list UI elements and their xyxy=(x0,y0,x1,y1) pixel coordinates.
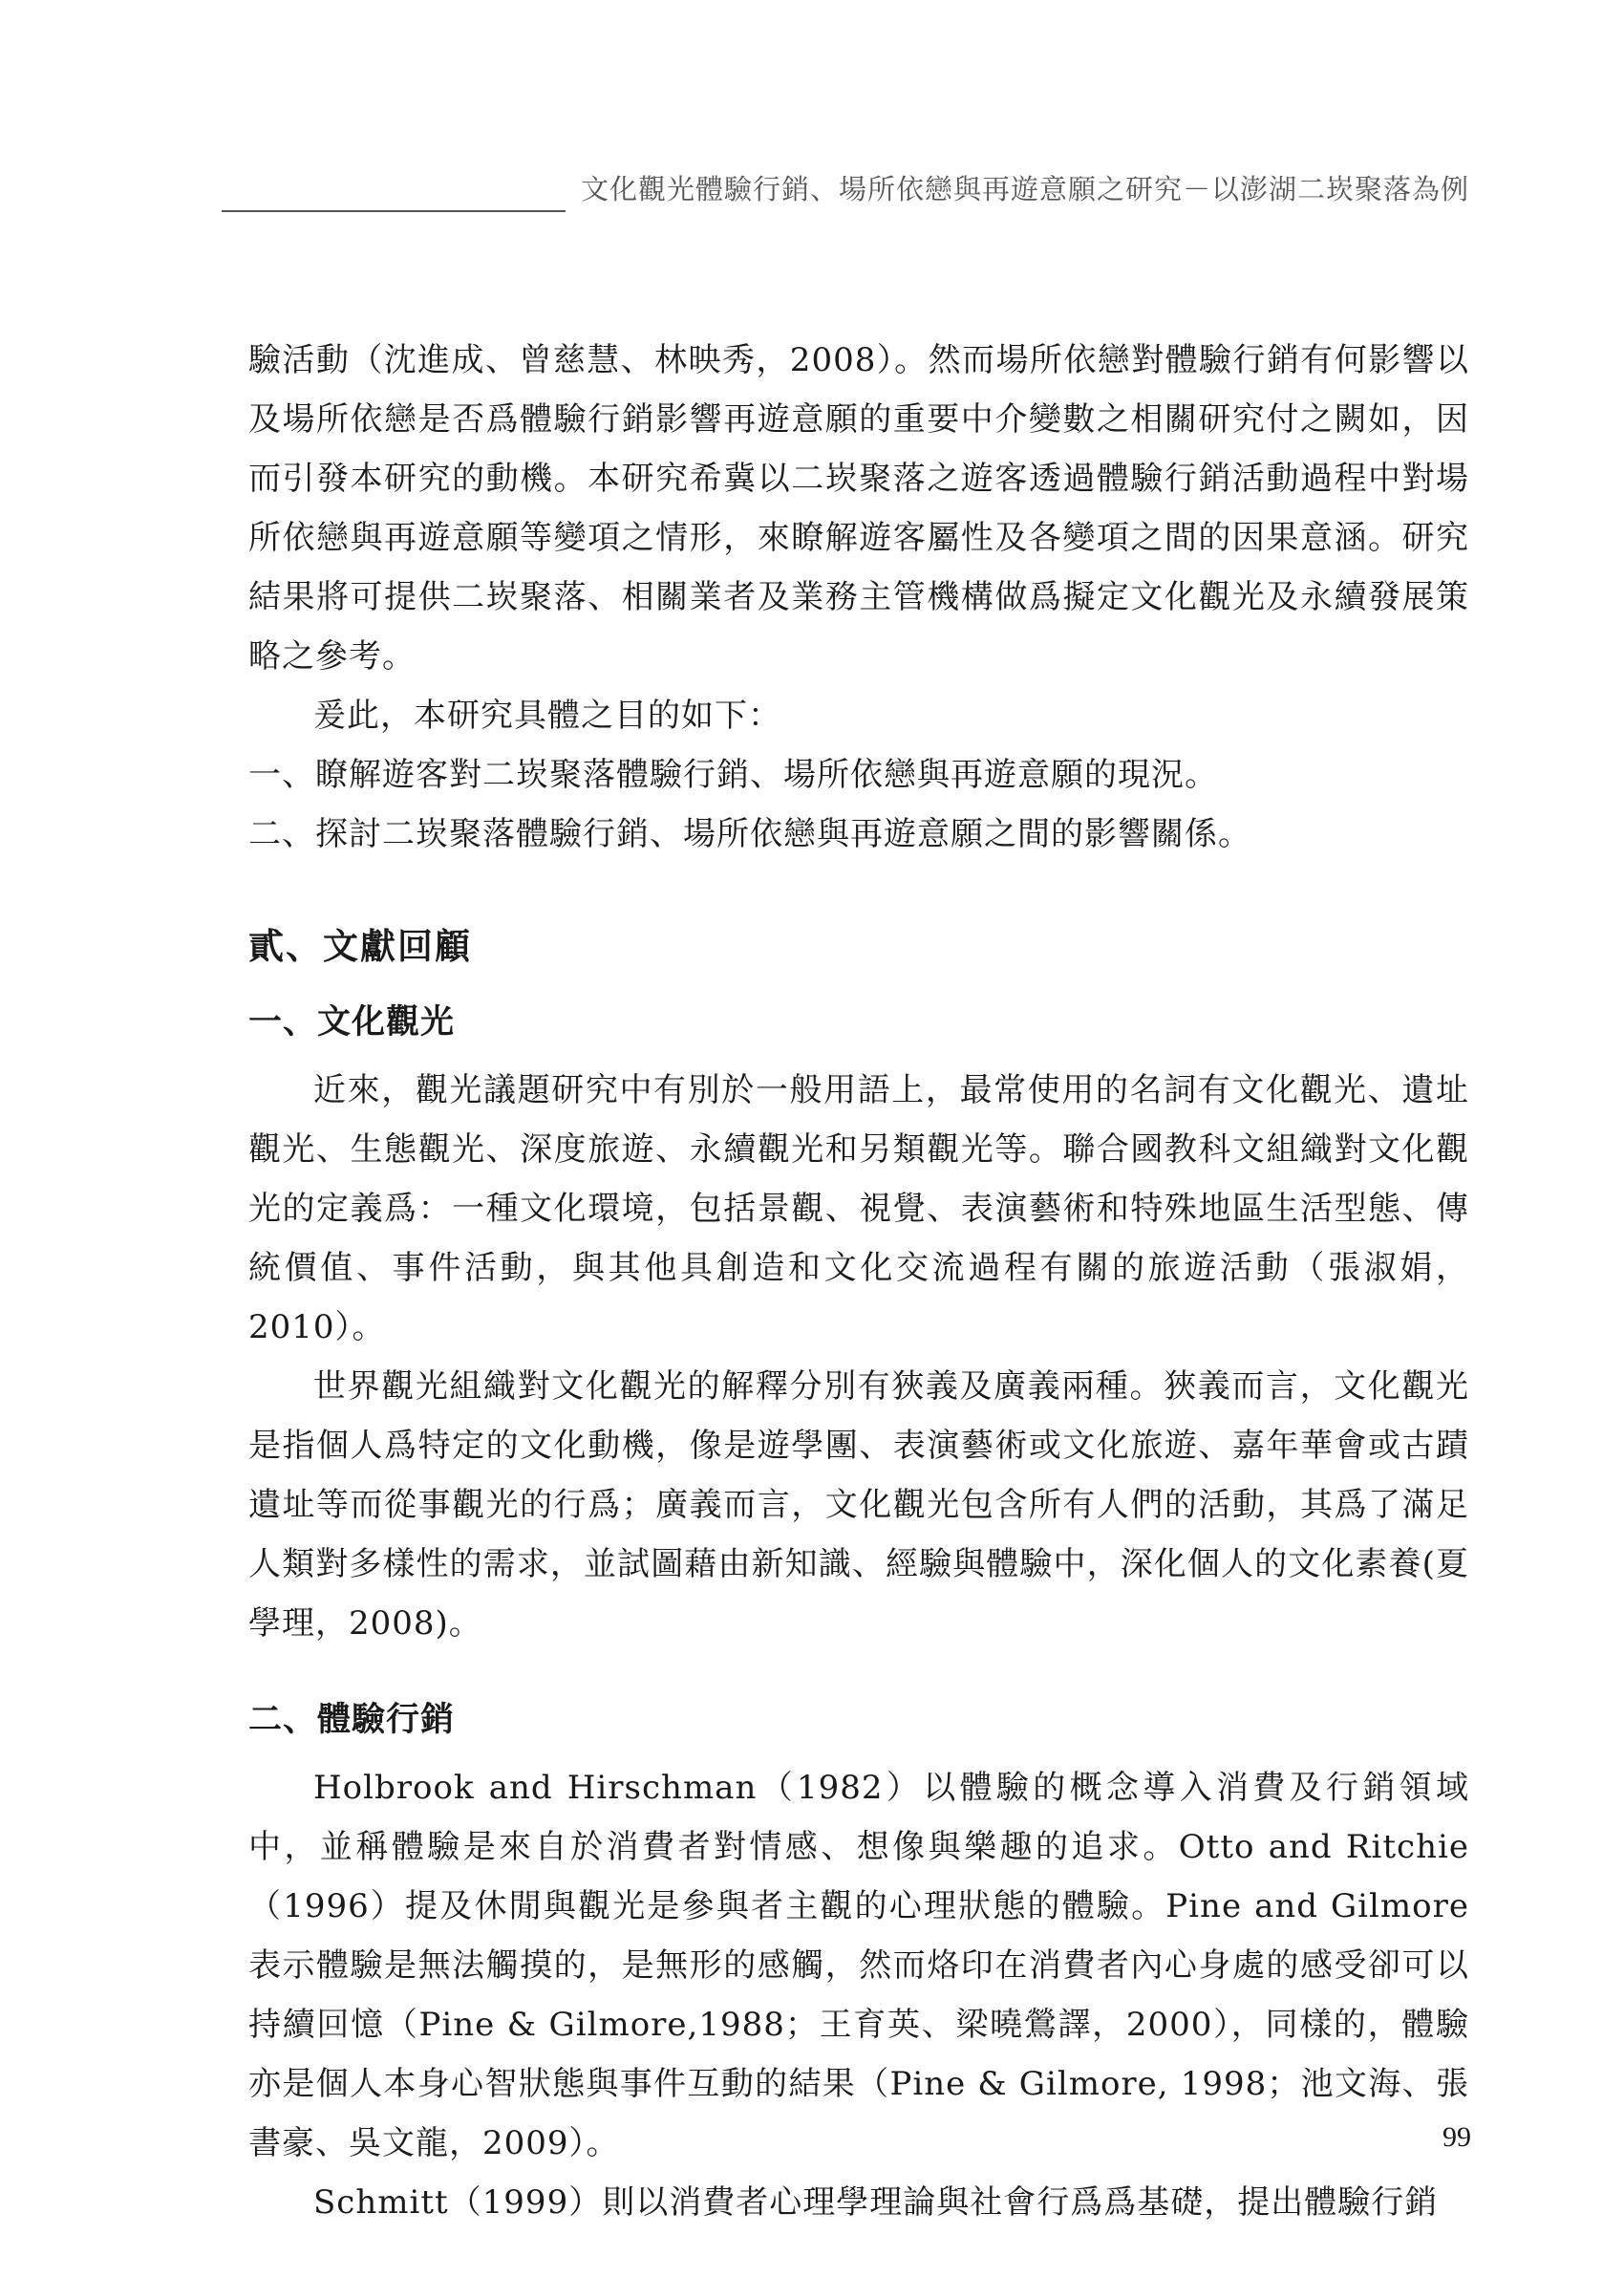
body-paragraph: Holbrook and Hirschman（1982）以體驗的概念導入消費及行銷領域中，並稱體驗是來自於消費者對情感、想像與樂趣的追求。Otto and Ritchie（1996）提及休閒與觀光是參與者主觀的心理狀態的體驗。Pine and Gilmore 表示體驗是無法觸摸的，是無形的感觸，然而烙印在消費者內心身處的感受卻可以持續回憶（Pine & Gilmore,1988；王育英、梁曉鶯譯，2000），同樣的，體驗亦是個人本身心智狀態與事件互動的結果（Pine & Gilmore, 1998；池文海、張書豪、吳文龍，2009）。 xyxy=(248,1769,1469,2162)
section-title: 貳、文獻回顧 xyxy=(248,926,472,967)
page-content xyxy=(248,331,1469,2232)
header-rule xyxy=(222,210,566,212)
intro-purpose-paragraph: 爰此，本研究具體之目的如下： xyxy=(313,697,781,735)
subsection-title: 二、體驗行銷 xyxy=(248,1701,456,1739)
body-paragraph: 近來，觀光議題研究中有別於一般用語上，最常使用的名詞有文化觀光、遺址觀光、生態觀光、深度旅遊、永續觀光和另類觀光等。聯合國教科文組織對文化觀光的定義爲：一種文化環境，包括景觀、視覺、表演藝術和特殊地區生活型態、傳統價值、事件活動，與其他具創造和文化交流過程有關的旅遊活動（張淑娟，2010）。 xyxy=(248,1071,1469,1346)
objective-item: 一、瞭解遊客對二崁聚落體驗行銷、場所依戀與再遊意願的現況。 xyxy=(248,756,1218,794)
page-number: 99 xyxy=(1442,2121,1471,2153)
body-paragraph: 世界觀光組織對文化觀光的解釋分別有狹義及廣義兩種。狹義而言，文化觀光是指個人爲特定的文化動機，像是遊學團、表演藝術或文化旅遊、嘉年華會或古蹟遺址等而從事觀光的行爲；廣義而言，文化觀光包含所有人們的活動，其爲了滿足人類對多樣性的需求，並試圖藉由新知識、經驗與體驗中，深化個人的文化素養(夏學理，2008)。 xyxy=(248,1367,1469,1643)
running-header xyxy=(222,168,1469,216)
objective-item: 二、探討二崁聚落體驗行銷、場所依戀與再遊意願之間的影響關係。 xyxy=(248,815,1251,853)
body-paragraph: Schmitt（1999）則以消費者心理學理論與社會行爲爲基礎，提出體驗行銷 xyxy=(313,2183,1439,2222)
subsection-title: 一、文化觀光 xyxy=(248,1003,456,1042)
header-title: 文化觀光體驗行銷、場所依戀與再遊意願之研究－以澎湖二崁聚落為例 xyxy=(580,173,1469,205)
intro-paragraph: 驗活動（沈進成、曾慈慧、林映秀，2008）。然而場所依戀對體驗行銷有何影響以及場所依戀是否爲體驗行銷影響再遊意願的重要中介變數之相關研究付之闕如，因而引發本研究的動機。本研究希冀以二崁聚落之遊客透過體驗行銷活動過程中對場所依戀與再遊意願等變項之情形，來瞭解遊客屬性及各變項之間的因果意涵。研究結果將可提供二崁聚落、相關業者及業務主管機構做爲擬定文化觀光及永續發展策略之參考。 xyxy=(248,341,1469,676)
